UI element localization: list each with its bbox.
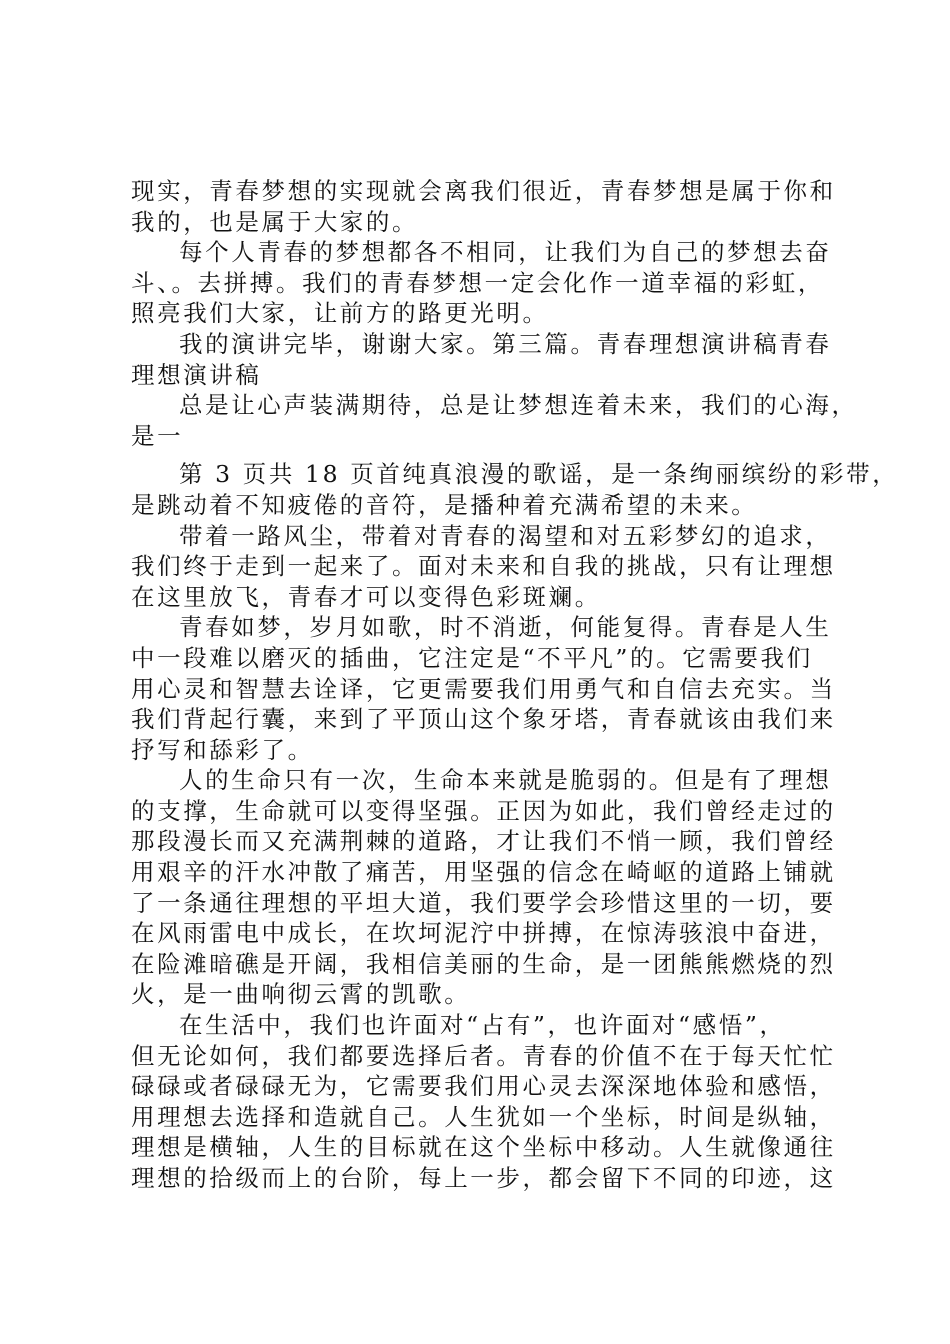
text-line: 理想的拾级而上的台阶，每上一步，都会留下不同的印迹，这 xyxy=(131,1164,836,1192)
text-line: 但无论如何，我们都要选择后者。青春的价值不在于每天忙忙 xyxy=(131,1041,836,1070)
text-line: 火，是一曲响彻云霄的凯歌。 xyxy=(131,980,471,1009)
text-line: 的支撑，生命就可以变得坚强。正因为如此，我们曾经走过的 xyxy=(131,796,836,825)
text-line: 每个人青春的梦想都各不相同，让我们为自己的梦想去奋 xyxy=(179,238,832,267)
text-line: 斗、。去拼搏。我们的青春梦想一定会化作一道幸福的彩虹， xyxy=(131,268,824,297)
text-line: 用艰辛的汗水冲散了痛苦，用坚强的信念在崎岖的道路上铺就 xyxy=(131,858,836,887)
text-line: 第 3 页共 18 页首纯真浪漫的歌谣，是一条绚丽缤纷的彩带， xyxy=(179,460,899,489)
text-line: 了一条通往理想的平坦大道，我们要学会珍惜这里的一切，要 xyxy=(131,888,836,917)
text-line: 在险滩暗礁是开阔，我相信美丽的生命，是一团熊熊燃烧的烈 xyxy=(131,949,836,978)
text-line: 抒写和舔彩了。 xyxy=(131,735,314,764)
text-line: 总是让心声装满期待，总是让梦想连着未来，我们的心海， xyxy=(179,391,858,420)
document-body xyxy=(131,176,899,1194)
text-line: 现实，青春梦想的实现就会离我们很近，青春梦想是属于你和 xyxy=(131,177,836,205)
text-line: 中一段难以磨灭的插曲，它注定是“不平凡”的。它需要我们 xyxy=(131,643,813,672)
text-line: 我的，也是属于大家的。 xyxy=(131,207,419,236)
text-line: 在这里放飞，青春才可以变得色彩斑斓。 xyxy=(131,582,601,611)
text-line: 我的演讲完毕，谢谢大家。第三篇。青春理想演讲稿青春 xyxy=(179,329,832,358)
text-line: 我们终于走到一起来了。面对未来和自我的挑战，只有让理想 xyxy=(131,552,836,581)
text-line: 是跳动着不知疲倦的音符，是播种着充满希望的未来。 xyxy=(131,490,758,519)
text-line: 理想演讲稿 xyxy=(131,360,262,389)
text-line: 照亮我们大家，让前方的路更光明。 xyxy=(131,299,549,328)
text-line: 在风雨雷电中成长，在坎坷泥泞中拼搏，在惊涛骇浪中奋进， xyxy=(131,919,836,948)
text-line: 是一 xyxy=(131,421,184,450)
text-line: 带着一路风尘，带着对青春的渴望和对五彩梦幻的追求， xyxy=(179,521,832,550)
text-line: 那段漫长而又充满荆棘的道路，才让我们不悄一顾，我们曾经 xyxy=(131,827,836,856)
text-line: 在生活中，我们也许面对“占有”，也许面对“感悟”， xyxy=(179,1011,786,1040)
text-line: 人的生命只有一次，生命本来就是脆弱的。但是有了理想 xyxy=(179,766,832,795)
text-line: 理想是横轴，人生的目标就在这个坐标中移动。人生就像通往 xyxy=(131,1133,836,1162)
text-line: 用心灵和智慧去诠译，它更需要我们用勇气和自信去充实。当 xyxy=(131,674,836,703)
text-line: 我们背起行囊，来到了平顶山这个象牙塔，青春就该由我们来 xyxy=(131,705,836,734)
text-line: 用理想去选择和造就自己。人生犹如一个坐标，时间是纵轴， xyxy=(131,1102,836,1131)
text-line: 碌碌或者碌碌无为，它需要我们用心灵去深深地体验和感悟， xyxy=(131,1072,836,1101)
text-line: 青春如梦，岁月如歌，时不消逝，何能复得。青春是人生 xyxy=(179,613,832,642)
